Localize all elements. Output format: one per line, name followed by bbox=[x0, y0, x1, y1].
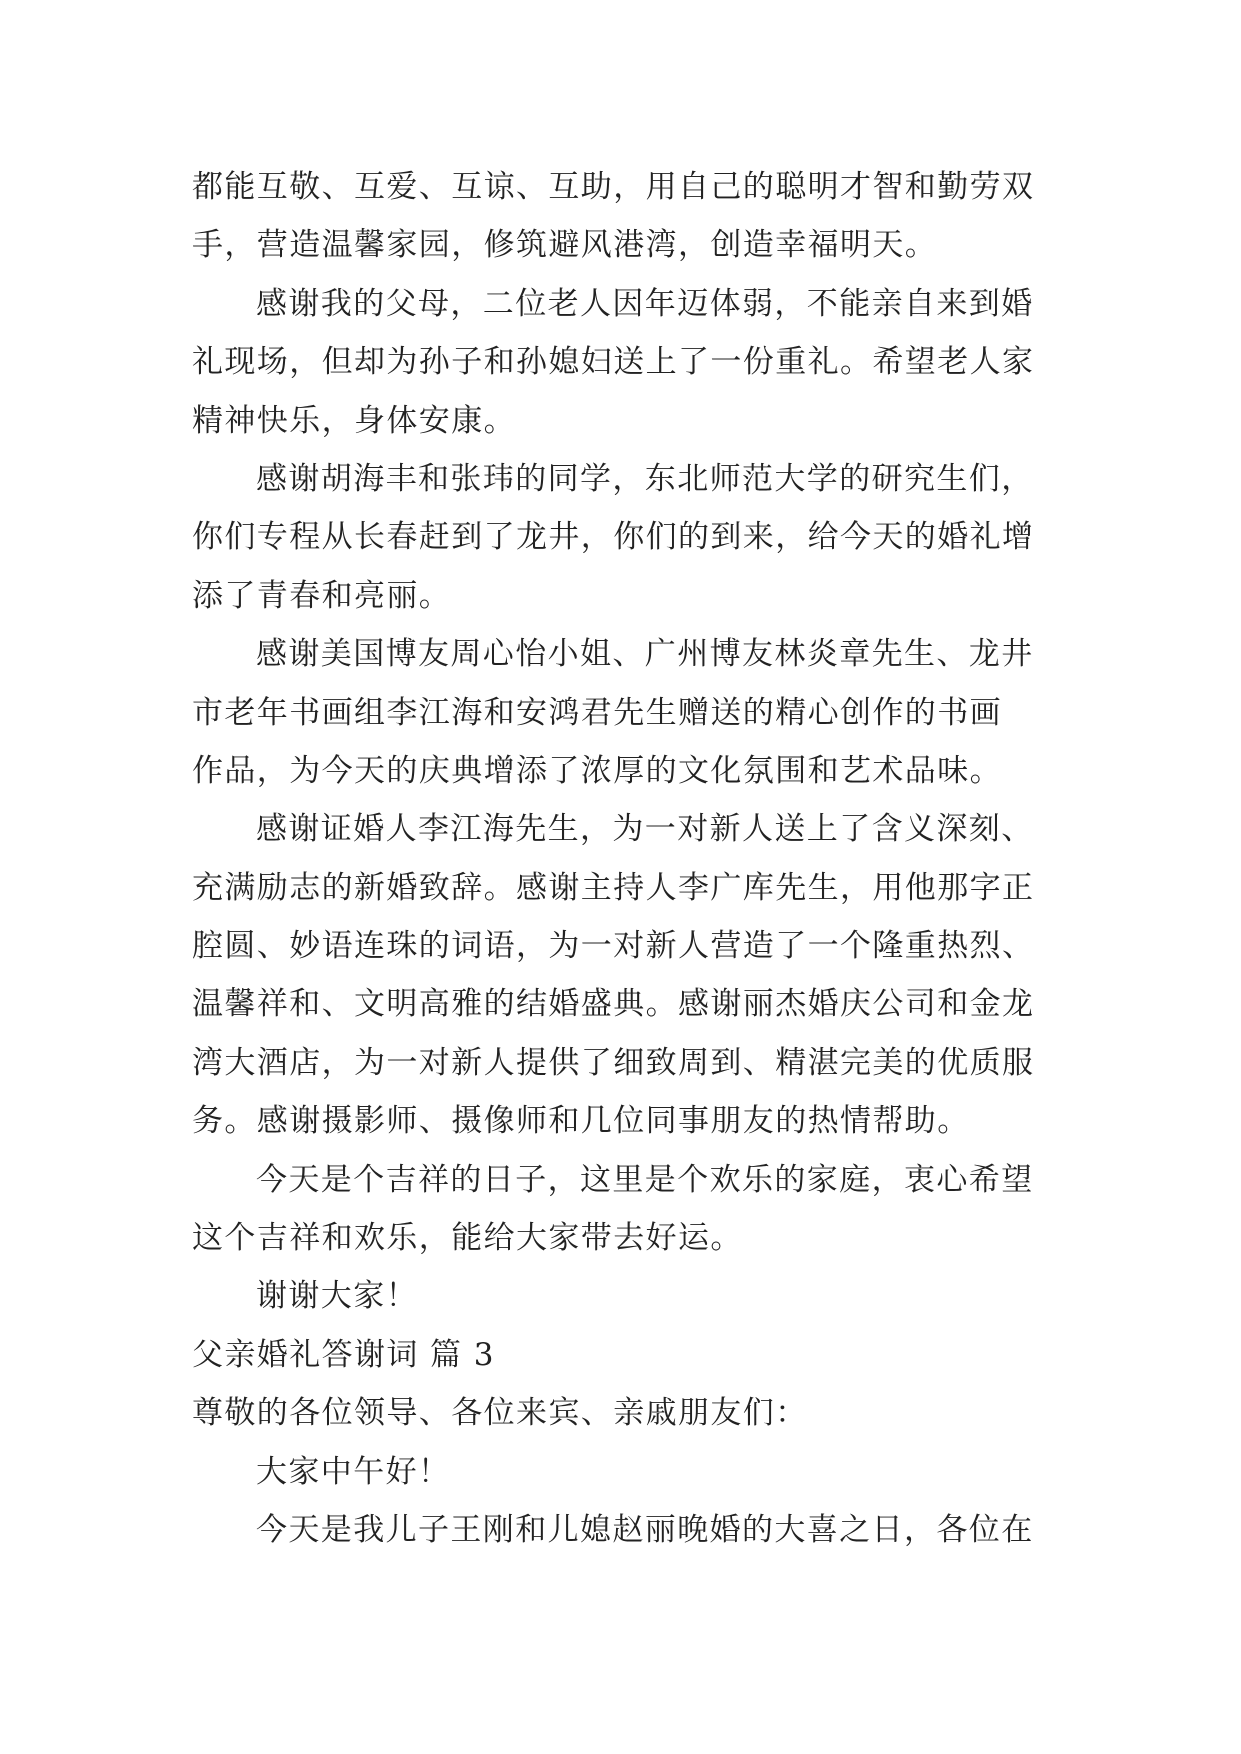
paragraph-line: 感谢胡海丰和张玮的同学，东北师范大学的研究生们， bbox=[256, 460, 1034, 497]
paragraph-line: 充满励志的新婚致辞。感谢主持人李广库先生，用他那字正 bbox=[192, 869, 1035, 906]
document-body bbox=[192, 158, 1052, 1559]
paragraph-line: 腔圆、妙语连珠的词语，为一对新人营造了一个隆重热烈、 bbox=[192, 928, 1035, 965]
greeting-line: 大家中午好！ bbox=[256, 1453, 451, 1490]
paragraph-line: 感谢证婚人李江海先生，为一对新人送上了含义深刻、 bbox=[256, 811, 1034, 848]
paragraph-line: 都能互敬、互爱、互谅、互助，用自己的聪明才智和勤劳双 bbox=[192, 169, 1035, 205]
paragraph-line: 这个吉祥和欢乐，能给大家带去好运。 bbox=[192, 1220, 743, 1257]
paragraph-line: 今天是我儿子王刚和儿媳赵丽晚婚的大喜之日，各位在 bbox=[256, 1511, 1034, 1548]
paragraph-line: 精神快乐，身体安康。 bbox=[192, 402, 516, 439]
closing-line: 谢谢大家！ bbox=[256, 1278, 418, 1315]
paragraph-line: 感谢我的父母，二位老人因年迈体弱，不能亲自来到婚 bbox=[256, 285, 1034, 322]
paragraph-line: 湾大酒店，为一对新人提供了细致周到、精湛完美的优质服 bbox=[192, 1044, 1035, 1081]
paragraph-line: 添了青春和亮丽。 bbox=[192, 577, 452, 614]
section-heading: 父亲婚礼答谢词 篇 3 bbox=[192, 1336, 495, 1373]
salutation-line: 尊敬的各位领导、各位来宾、亲戚朋友们： bbox=[192, 1395, 808, 1432]
paragraph-line: 作品，为今天的庆典增添了浓厚的文化氛围和艺术品味。 bbox=[192, 752, 1002, 789]
paragraph-line: 你们专程从长春赶到了龙井，你们的到来，给今天的婚礼增 bbox=[192, 519, 1035, 556]
paragraph-line: 今天是个吉祥的日子，这里是个欢乐的家庭，衷心希望 bbox=[256, 1161, 1034, 1198]
paragraph-line: 温馨祥和、文明高雅的结婚盛典。感谢丽杰婚庆公司和金龙 bbox=[192, 986, 1035, 1023]
paragraph-line: 市老年书画组李江海和安鸿君先生赠送的精心创作的书画 bbox=[192, 694, 1002, 731]
paragraph-line: 感谢美国博友周心怡小姐、广州博友林炎章先生、龙井 bbox=[256, 636, 1034, 673]
paragraph-line: 务。感谢摄影师、摄像师和几位同事朋友的热情帮助。 bbox=[192, 1103, 970, 1140]
paragraph-line: 手，营造温馨家园，修筑避风港湾，创造幸福明天。 bbox=[192, 227, 938, 264]
paragraph-line: 礼现场，但却为孙子和孙媳妇送上了一份重礼。希望老人家 bbox=[192, 344, 1035, 381]
